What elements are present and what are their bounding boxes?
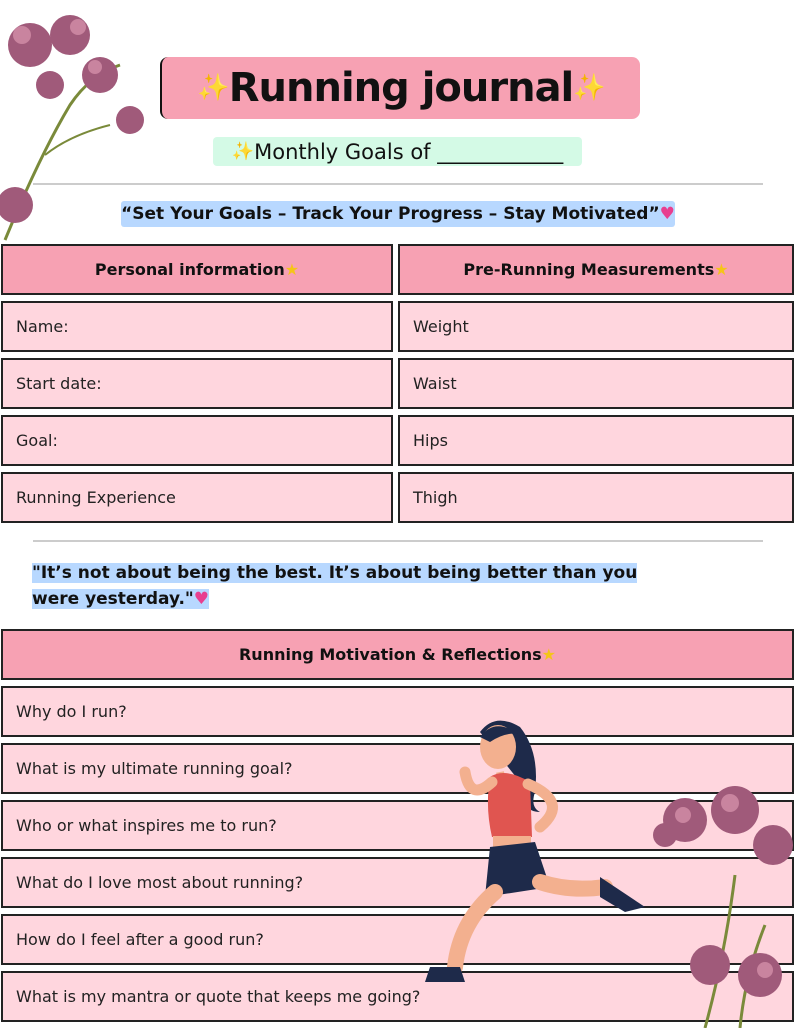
measurements-header	[398, 244, 794, 295]
personal-info-row[interactable]	[1, 415, 393, 466]
reflection-row-label: Who or what inspires me to run?	[16, 816, 277, 835]
measurement-row-label: Waist	[413, 374, 457, 393]
sparkles-icon: ✨	[231, 141, 255, 162]
personal-info-row[interactable]	[1, 358, 393, 409]
reflection-row-label: What do I love most about running?	[16, 873, 304, 892]
page-title	[160, 57, 640, 119]
personal-info-row[interactable]	[1, 472, 393, 523]
personal-info-row-label: Goal:	[16, 431, 58, 450]
inspiration-quote	[30, 560, 674, 612]
reflection-row-label: How do I feel after a good run?	[16, 930, 264, 949]
measurement-row-label: Thigh	[413, 488, 458, 507]
measurement-row[interactable]	[398, 415, 794, 466]
flower-decoration-bottom	[645, 775, 794, 1028]
monthly-goals-text: Monthly Goals of ____________	[254, 139, 564, 164]
personal-info-row[interactable]	[1, 301, 393, 352]
measurement-row[interactable]	[398, 472, 794, 523]
inspiration-text: "It’s not about being the best. It’s about being better than you were yesterday."	[32, 563, 638, 609]
measurement-row-label: Hips	[413, 431, 448, 450]
sparkles-icon: ✨	[573, 73, 605, 103]
sparkles-icon: ✨	[197, 73, 229, 103]
measurement-row-label: Weight	[413, 317, 469, 336]
measurement-row[interactable]	[398, 358, 794, 409]
runner-illustration	[420, 712, 650, 987]
reflections-header	[1, 629, 794, 680]
personal-info-row-label: Running Experience	[16, 488, 176, 507]
reflections-header-label: Running Motivation & Reflections	[238, 645, 542, 664]
heart-icon: ♥	[659, 204, 675, 224]
star-icon: ★	[284, 260, 300, 279]
measurements-header-label: Pre-Running Measurements	[463, 260, 715, 279]
reflection-row-label: What is my mantra or quote that keeps me going?	[16, 987, 421, 1006]
personal-info-header-label: Personal information	[94, 260, 285, 279]
flower-decoration-top	[0, 5, 160, 245]
personal-info-row-label: Name:	[16, 317, 69, 336]
personal-info-row-label: Start date:	[16, 374, 102, 393]
star-icon: ★	[541, 645, 557, 664]
heart-icon: ♥	[193, 589, 210, 609]
reflection-row-label: Why do I run?	[16, 702, 127, 721]
star-icon: ★	[714, 260, 729, 279]
personal-info-header	[1, 244, 393, 295]
divider	[33, 540, 763, 542]
reflection-row-label: What is my ultimate running goal?	[16, 759, 293, 778]
title-text: Running journal	[228, 65, 574, 111]
measurement-row[interactable]	[398, 301, 794, 352]
reflection-row[interactable]	[1, 686, 794, 737]
motto-text: “Set Your Goals – Track Your Progress – Stay Motivated”	[121, 204, 660, 224]
motto-quote	[121, 201, 675, 227]
monthly-goals	[213, 137, 582, 166]
